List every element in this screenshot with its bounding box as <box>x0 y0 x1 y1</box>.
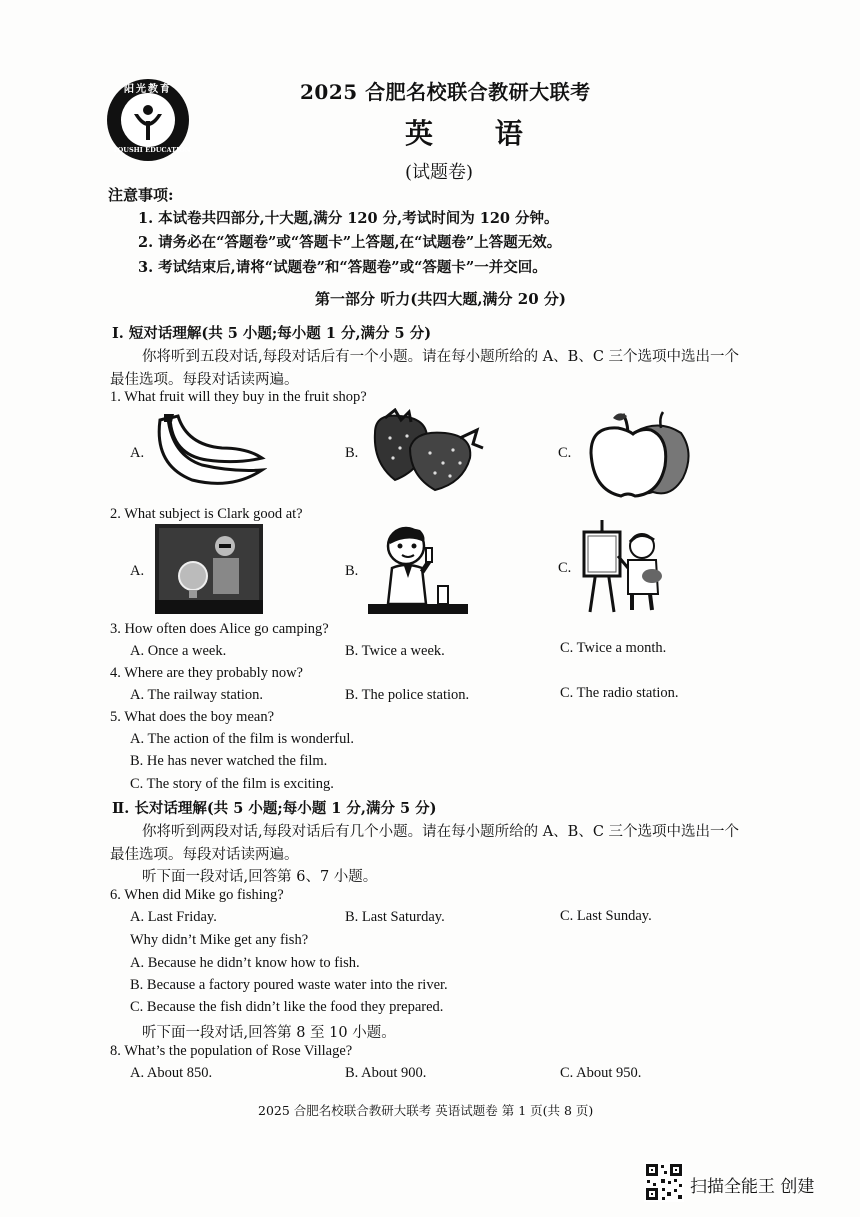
section-one-instruction-1: 你将听到五段对话,每段对话后有一个小题。请在每小题所给的 A、B、C 三个选项中选出一个 <box>142 349 740 365</box>
q1-option-b-label: B. <box>345 445 359 461</box>
question-4: 4. Where are they probably now? <box>110 665 303 681</box>
q4-option-c: C. The radio station. <box>560 685 679 701</box>
question-3: 3. How often does Alice go camping? <box>110 621 329 637</box>
notice-item-2: 2. 请务必在“答题卷”或“答题卡”上答题,在“试题卷”上答题无效。 <box>138 234 562 251</box>
section-one-instruction-2: 最佳选项。每段对话读两遍。 <box>110 372 299 388</box>
part-one-heading: 第一部分 听力(共四大题,满分 20 分) <box>315 290 566 308</box>
paper-type: (试题卷) <box>405 162 474 183</box>
section-two-instruction-2: 最佳选项。每段对话读两遍。 <box>110 847 299 863</box>
notice-heading: 注意事项: <box>108 186 174 204</box>
q6-option-b: B. Last Saturday. <box>345 909 445 925</box>
q3-option-c: C. Twice a month. <box>560 640 667 656</box>
q8-option-a: A. About 850. <box>130 1065 213 1081</box>
section-two-heading: Ⅱ. 长对话理解(共 5 小题;每小题 1 分,满分 5 分) <box>112 800 437 817</box>
q7-option-a: A. Because he didn’t know how to fish. <box>130 955 360 971</box>
bananas-picture <box>152 410 267 490</box>
q4-option-a: A. The railway station. <box>130 687 264 703</box>
science-picture <box>368 522 468 614</box>
geography-picture <box>155 524 263 614</box>
qr-code-icon <box>644 1162 684 1202</box>
q3-option-a: A. Once a week. <box>130 643 227 659</box>
section-two-instruction-1: 你将听到两段对话,每段对话后有几个小题。请在每小题所给的 A、B、C 三个选项中选出一个 <box>142 824 740 840</box>
notice-item-3: 3. 考试结束后,请将“试题卷”和“答题卷”或“答题卡”一并交回。 <box>138 259 547 276</box>
q5-option-c: C. The story of the film is exciting. <box>130 776 334 792</box>
q3-option-b: B. Twice a week. <box>345 643 445 659</box>
notice-item-1: 1. 本试卷共四部分,十大题,满分 120 分,考试时间为 120 分钟。 <box>138 210 559 227</box>
q8-option-b: B. About 900. <box>345 1065 427 1081</box>
logo-text-top: 阳光教育 <box>124 84 172 95</box>
question-1: 1. What fruit will they buy in the fruit shop? <box>110 389 367 405</box>
q5-option-a: A. The action of the film is wonderful. <box>130 731 355 747</box>
page-footer: 2025 合肥名校联合教研大联考 英语试题卷 第 1 页(共 8 页) <box>258 1103 594 1118</box>
q5-option-b: B. He has never watched the film. <box>130 753 328 769</box>
q6-option-a: A. Last Friday. <box>130 909 217 925</box>
question-6: 6. When did Mike go fishing? <box>110 887 284 903</box>
q7-option-c: C. Because the fish didn’t like the food they prepared. <box>130 999 444 1015</box>
section-one-heading: Ⅰ. 短对话理解(共 5 小题;每小题 1 分,满分 5 分) <box>112 325 432 342</box>
q1-option-a-label: A. <box>130 445 145 461</box>
q4-option-b: B. The police station. <box>345 687 470 703</box>
q2-option-b-label: B. <box>345 563 359 579</box>
question-5: 5. What does the boy mean? <box>110 709 275 725</box>
art-picture <box>580 520 665 615</box>
q1-option-c-label: C. <box>558 445 572 461</box>
q7-option-b: B. Because a factory poured waste water into the river. <box>130 977 448 993</box>
apples-picture <box>583 408 695 498</box>
logo-text-bottom: YOUSHI EDUCATION <box>113 146 191 154</box>
scanner-watermark-text: 扫描全能王 创建 <box>690 1177 815 1197</box>
question-8: 8. What’s the population of Rose Village? <box>110 1043 353 1059</box>
q2-option-a-label: A. <box>130 563 145 579</box>
question-7: Why didn’t Mike get any fish? <box>130 932 309 948</box>
q8-option-c: C. About 950. <box>560 1065 642 1081</box>
q6-option-c: C. Last Sunday. <box>560 908 652 924</box>
q2-option-c-label: C. <box>558 560 572 576</box>
strawberries-picture <box>365 408 485 493</box>
exam-title: 2025 合肥名校联合教研大联考 <box>300 80 591 104</box>
section-two-sub-instruction-2: 听下面一段对话,回答第 8 至 10 小题。 <box>142 1025 396 1041</box>
section-two-sub-instruction-1: 听下面一段对话,回答第 6、7 小题。 <box>142 869 378 885</box>
question-2: 2. What subject is Clark good at? <box>110 506 303 522</box>
subject-title: 英 语 <box>405 117 549 150</box>
